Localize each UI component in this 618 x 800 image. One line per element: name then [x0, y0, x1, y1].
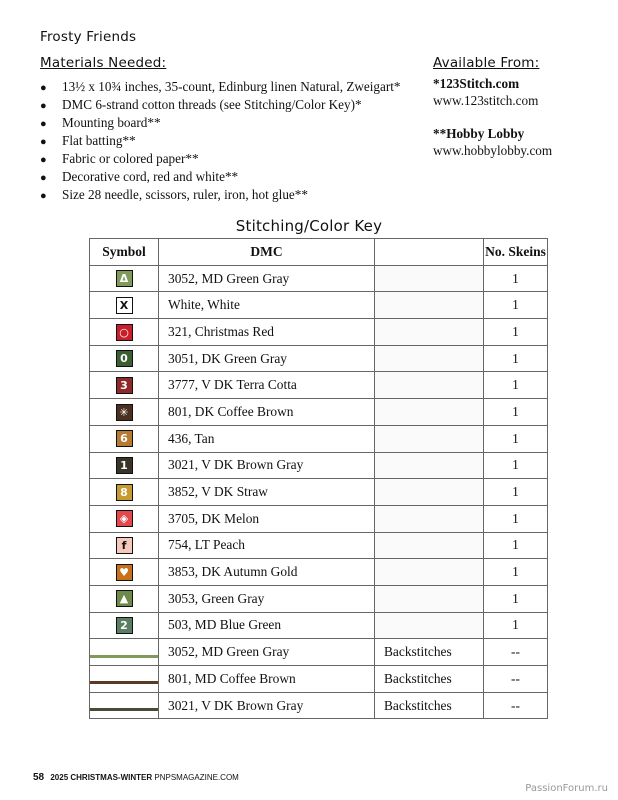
- dmc-cell: 3021, V DK Brown Gray: [159, 452, 375, 479]
- table-row: [90, 612, 548, 639]
- skeins-cell: 1: [484, 479, 548, 506]
- skeins-cell: 1: [484, 372, 548, 399]
- table-header-row: [90, 239, 548, 266]
- material-text: Flat batting**: [62, 133, 136, 148]
- symbol-cell: [90, 292, 159, 319]
- table-row: [90, 639, 548, 666]
- backstitch-line-icon: [89, 681, 159, 684]
- table-row: [90, 666, 548, 693]
- dmc-cell: 754, LT Peach: [159, 532, 375, 559]
- dmc-cell: 3852, V DK Straw: [159, 479, 375, 506]
- floss-symbol-icon: ♥: [116, 564, 133, 581]
- table-row: [90, 692, 548, 719]
- stitch-type-cell: [375, 532, 484, 559]
- symbol-cell: [90, 612, 159, 639]
- stitch-type-cell: [375, 292, 484, 319]
- dmc-cell: 801, DK Coffee Brown: [159, 399, 375, 426]
- backstitch-line-icon: [89, 708, 159, 711]
- symbol-cell: [90, 399, 159, 426]
- dmc-cell: 3052, MD Green Gray: [159, 639, 375, 666]
- backstitch-line-icon: [89, 655, 159, 658]
- skeins-cell: --: [484, 639, 548, 666]
- bullet-icon: ●: [40, 136, 47, 148]
- floss-symbol-icon: 1: [116, 457, 133, 474]
- symbol-cell: [90, 692, 159, 719]
- list-item: [40, 150, 401, 168]
- dmc-cell: 3777, V DK Terra Cotta: [159, 372, 375, 399]
- floss-symbol-icon: Δ: [116, 270, 133, 287]
- symbol-cell: [90, 666, 159, 693]
- stitch-type-cell: [375, 265, 484, 292]
- dmc-cell: 436, Tan: [159, 425, 375, 452]
- list-item: [40, 78, 401, 96]
- skeins-cell: --: [484, 692, 548, 719]
- bullet-icon: ●: [40, 82, 47, 94]
- stitch-type-cell: [375, 425, 484, 452]
- stitch-type-cell: Backstitches: [375, 666, 484, 693]
- table-row: [90, 585, 548, 612]
- dmc-cell: 3051, DK Green Gray: [159, 345, 375, 372]
- symbol-cell: [90, 639, 159, 666]
- list-item: [40, 168, 401, 186]
- dmc-cell: 3052, MD Green Gray: [159, 265, 375, 292]
- table-row: [90, 292, 548, 319]
- symbol-cell: [90, 585, 159, 612]
- stitch-type-cell: Backstitches: [375, 639, 484, 666]
- floss-symbol-icon: X: [116, 297, 133, 314]
- stitch-type-cell: [375, 559, 484, 586]
- color-key-title: Stitching/Color Key: [235, 217, 383, 235]
- table-row: [90, 265, 548, 292]
- skeins-cell: 1: [484, 345, 548, 372]
- dmc-cell: 3853, DK Autumn Gold: [159, 559, 375, 586]
- bullet-icon: ●: [40, 172, 47, 184]
- material-text: 13½ x 10¾ inches, 35-count, Edinburg linen Natural, Zweigart*: [62, 79, 401, 94]
- floss-symbol-icon: 8: [116, 484, 133, 501]
- stitch-type-cell: [375, 399, 484, 426]
- table-row: [90, 479, 548, 506]
- material-text: Size 28 needle, scissors, ruler, iron, hot glue**: [62, 187, 308, 202]
- floss-symbol-icon: ○: [116, 324, 133, 341]
- skeins-cell: 1: [484, 559, 548, 586]
- dmc-cell: 321, Christmas Red: [159, 319, 375, 346]
- page-footer: [33, 772, 239, 783]
- symbol-cell: [90, 532, 159, 559]
- symbol-cell: [90, 559, 159, 586]
- table-row: [90, 345, 548, 372]
- materials-heading: Materials Needed:: [40, 55, 167, 71]
- table-row: [90, 372, 548, 399]
- skeins-cell: 1: [484, 292, 548, 319]
- stitch-type-cell: [375, 479, 484, 506]
- stitch-type-cell: [375, 612, 484, 639]
- symbol-cell: [90, 345, 159, 372]
- bullet-icon: ●: [40, 154, 47, 166]
- color-key-table: [89, 238, 548, 719]
- source-name: *123Stitch.com: [433, 76, 520, 91]
- stitch-type-cell: [375, 505, 484, 532]
- symbol-cell: [90, 452, 159, 479]
- dmc-cell: 3021, V DK Brown Gray: [159, 692, 375, 719]
- skeins-cell: 1: [484, 612, 548, 639]
- symbol-cell: [90, 319, 159, 346]
- stitch-type-cell: [375, 372, 484, 399]
- stitch-type-cell: Backstitches: [375, 692, 484, 719]
- site-label: PNPSMAGAZINE.COM: [154, 773, 239, 782]
- stitch-type-cell: [375, 585, 484, 612]
- source-url[interactable]: www.hobbylobby.com: [433, 143, 553, 158]
- table-row: [90, 319, 548, 346]
- dmc-cell: 3053, Green Gray: [159, 585, 375, 612]
- floss-symbol-icon: 0: [116, 350, 133, 367]
- skeins-cell: 1: [484, 585, 548, 612]
- floss-symbol-icon: 3: [116, 377, 133, 394]
- floss-symbol-icon: ◈: [116, 510, 133, 527]
- skeins-cell: 1: [484, 265, 548, 292]
- table-row: [90, 505, 548, 532]
- list-item: [40, 132, 401, 150]
- pattern-title: Frosty Friends: [40, 29, 137, 45]
- dmc-cell: 801, MD Coffee Brown: [159, 666, 375, 693]
- header-dmc: DMC: [159, 239, 375, 266]
- bullet-icon: ●: [40, 190, 47, 202]
- skeins-cell: 1: [484, 532, 548, 559]
- material-text: Decorative cord, red and white**: [62, 169, 239, 184]
- source-url[interactable]: www.123stitch.com: [433, 93, 539, 108]
- material-text: DMC 6-strand cotton threads (see Stitching/Color Key)*: [62, 97, 362, 112]
- header-symbol: Symbol: [90, 239, 159, 266]
- available-heading: Available From:: [433, 55, 540, 71]
- symbol-cell: [90, 265, 159, 292]
- bullet-icon: ●: [40, 100, 47, 112]
- skeins-cell: 1: [484, 505, 548, 532]
- watermark: PassionForum.ru: [525, 783, 608, 794]
- issue-label: 2025 CHRISTMAS-WINTER: [50, 773, 153, 782]
- stitch-type-cell: [375, 319, 484, 346]
- stitch-type-cell: [375, 452, 484, 479]
- table-row: [90, 452, 548, 479]
- list-item: [40, 186, 401, 204]
- symbol-cell: [90, 479, 159, 506]
- available-from: [433, 55, 552, 161]
- list-item: [40, 96, 401, 114]
- header-skeins: No. Skeins: [484, 239, 548, 266]
- stitch-type-cell: [375, 345, 484, 372]
- floss-symbol-icon: f: [116, 537, 133, 554]
- floss-symbol-icon: 6: [116, 430, 133, 447]
- table-row: [90, 532, 548, 559]
- skeins-cell: --: [484, 666, 548, 693]
- table-row: [90, 425, 548, 452]
- dmc-cell: 503, MD Blue Green: [159, 612, 375, 639]
- skeins-cell: 1: [484, 452, 548, 479]
- bullet-icon: ●: [40, 118, 47, 130]
- skeins-cell: 1: [484, 425, 548, 452]
- material-text: Mounting board**: [62, 115, 161, 130]
- table-row: [90, 399, 548, 426]
- list-item: [40, 114, 401, 132]
- symbol-cell: [90, 505, 159, 532]
- floss-symbol-icon: ▲: [116, 590, 133, 607]
- dmc-cell: 3705, DK Melon: [159, 505, 375, 532]
- floss-symbol-icon: ✳: [116, 404, 133, 421]
- skeins-cell: 1: [484, 399, 548, 426]
- source-name: **Hobby Lobby: [433, 126, 525, 141]
- dmc-cell: White, White: [159, 292, 375, 319]
- skeins-cell: 1: [484, 319, 548, 346]
- page-number: 58: [33, 772, 45, 783]
- symbol-cell: [90, 372, 159, 399]
- floss-symbol-icon: 2: [116, 617, 133, 634]
- header-type: [375, 239, 484, 266]
- symbol-cell: [90, 425, 159, 452]
- material-text: Fabric or colored paper**: [62, 151, 199, 166]
- table-row: [90, 559, 548, 586]
- materials-list: [40, 78, 401, 204]
